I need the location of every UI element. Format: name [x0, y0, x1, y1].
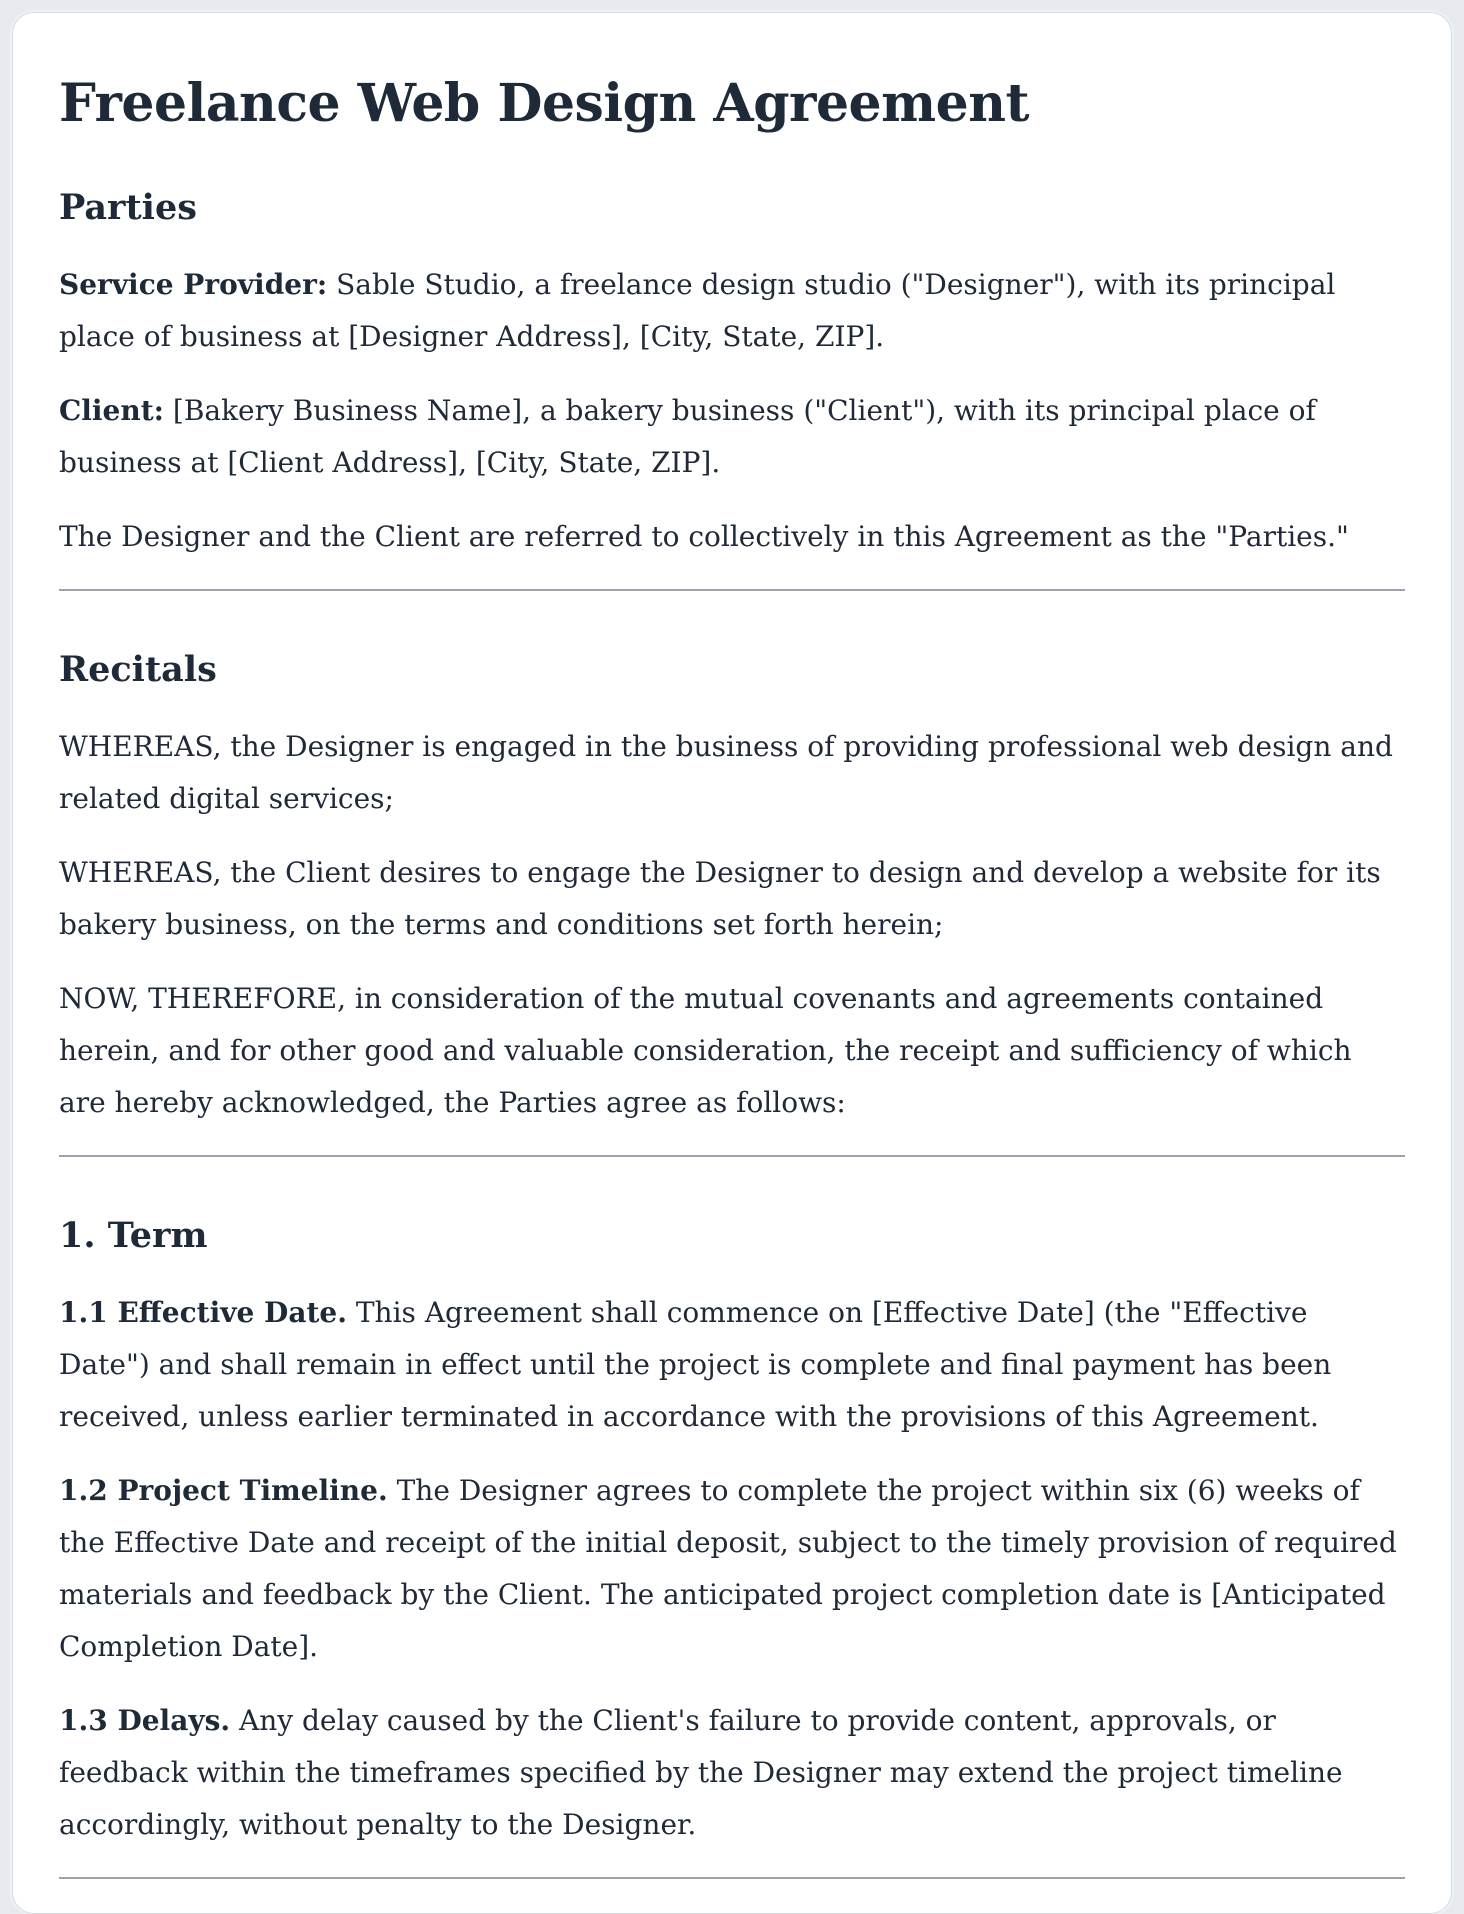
divider [59, 1877, 1405, 1879]
clause-label: 1.3 Delays. [59, 1704, 231, 1738]
label-client: Client: [59, 394, 164, 428]
section-term [59, 1215, 1405, 1851]
section-parties [59, 187, 1405, 563]
clause-label: 1.1 Effective Date. [59, 1296, 347, 1330]
recital-paragraph-1: WHEREAS, the Designer is engaged in the business of providing professional web design and related digital services; [59, 730, 1393, 816]
clause-1-1 [59, 1287, 1405, 1443]
paragraph-client [59, 385, 1405, 489]
text-service-provider: Sable Studio, a freelance design studio ("Designer"), with its principal place of business at [Designer Address], [City, State, ZIP]. [59, 268, 1336, 354]
document-title: Freelance Web Design Agreement [59, 73, 1030, 134]
clause-text: Any delay caused by the Client's failure to provide content, approvals, or feedback within the timeframes specified by the Designer may extend the project timeline accordingly, without penalty to the Designer. [59, 1704, 1343, 1842]
paragraph-service-provider [59, 259, 1405, 363]
clause-1-2 [59, 1465, 1405, 1673]
document-content [59, 73, 1405, 1914]
clause-1-3 [59, 1695, 1405, 1851]
section-heading-parties: Parties [59, 187, 197, 229]
clause-text: This Agreement shall commence on [Effective Date] (the "Effective Date") and shall remain in effect until the project is complete and final payment has been received, unless earlier terminated in accordance with the provisions of this Agreement. [59, 1296, 1332, 1434]
clause-text: The Designer agrees to complete the project within six (6) weeks of the Effective Date and receipt of the initial deposit, subject to the timely provision of required materials and feedback by the Client. The anticipated project completion date is [Anticipated Completion Date]. [59, 1474, 1397, 1664]
section-heading-recitals: Recitals [59, 649, 217, 691]
paragraph-collective: The Designer and the Client are referred to collectively in this Agreement as the "Parties." [59, 520, 1349, 554]
section-heading-term: 1. Term [59, 1215, 208, 1257]
clause-label: 1.2 Project Timeline. [59, 1474, 388, 1508]
section-recitals [59, 649, 1405, 1129]
divider [59, 589, 1405, 591]
divider [59, 1155, 1405, 1157]
recital-paragraph-2: WHEREAS, the Client desires to engage the Designer to design and develop a website for its bakery business, on the terms and conditions set forth herein; [59, 856, 1381, 942]
text-client: [Bakery Business Name], a bakery business ("Client"), with its principal place of business at [Client Address], [City, State, ZIP]. [59, 394, 1316, 480]
recital-paragraph-3: NOW, THEREFORE, in consideration of the mutual covenants and agreements contained herein, and for other good and valuable consideration, the receipt and sufficiency of which are hereby acknowledged, the Parties agree as follows: [59, 982, 1352, 1120]
document-page [12, 12, 1452, 1914]
label-service-provider: Service Provider: [59, 268, 328, 302]
